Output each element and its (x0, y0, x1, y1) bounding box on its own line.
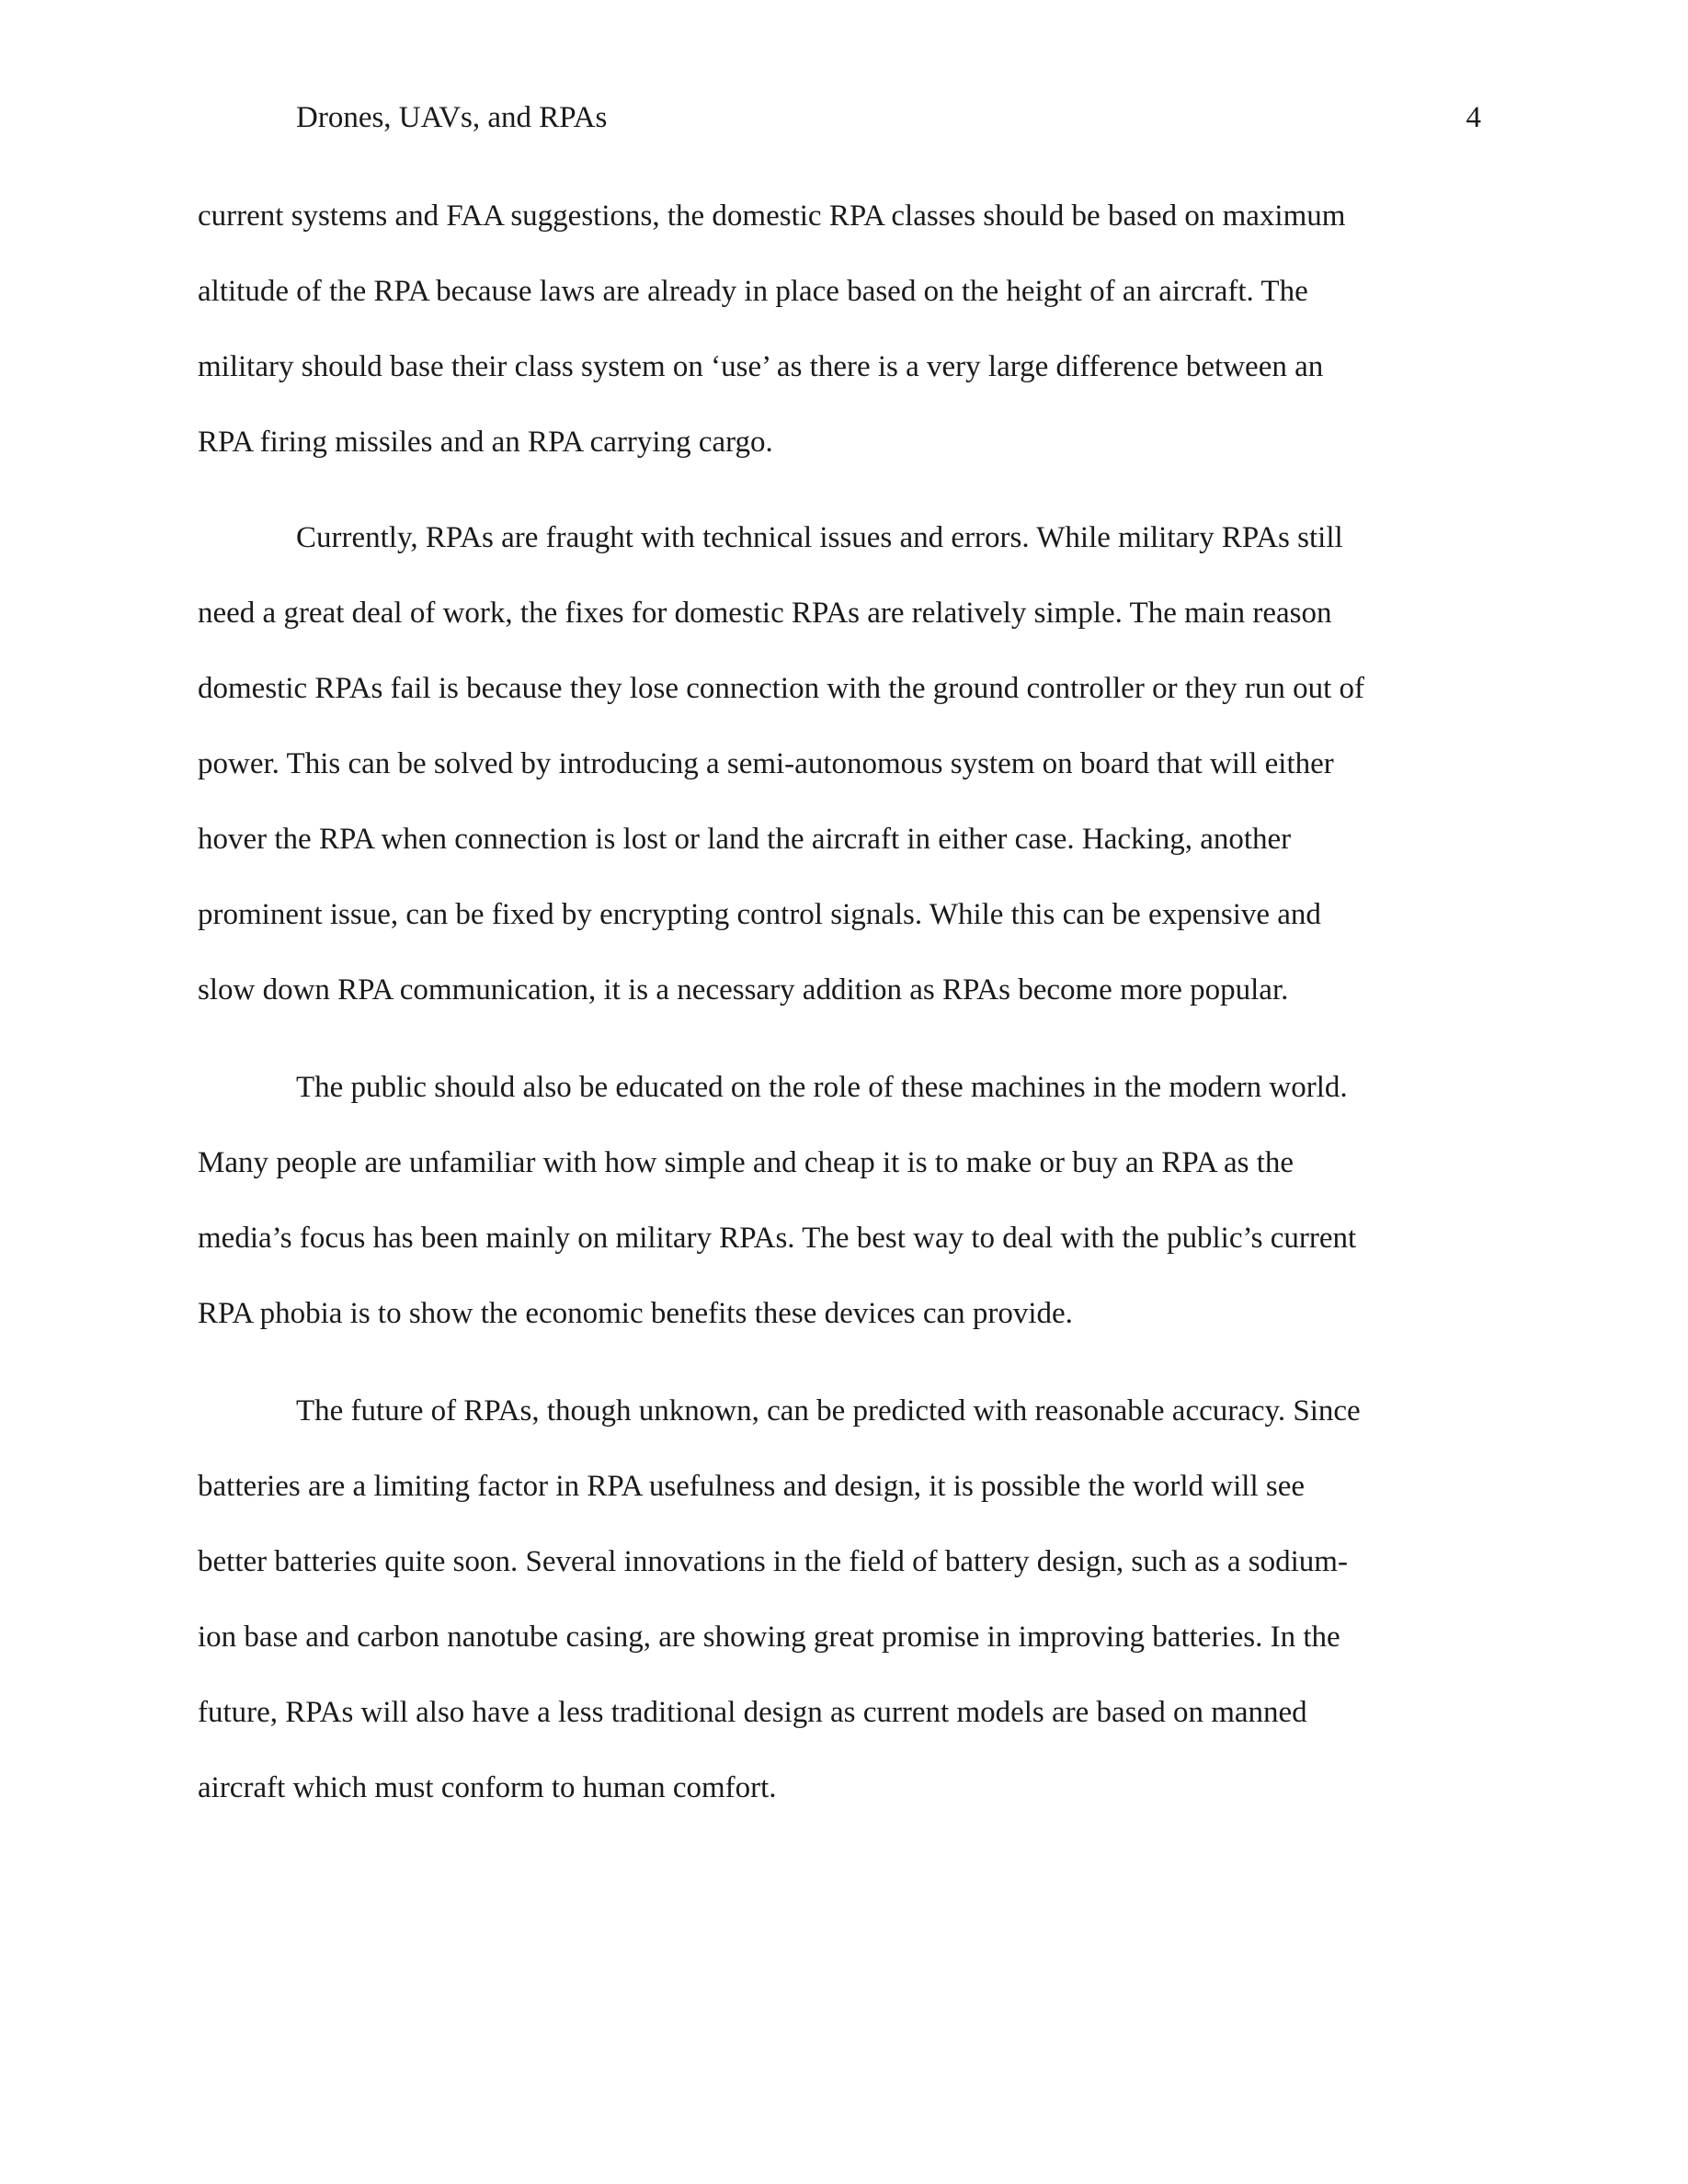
running-head: Drones, UAVs, and RPAs (296, 101, 608, 134)
text-line: prominent issue, can be fixed by encrypting control signals. While this can be expensive and (198, 898, 1321, 931)
text-line: aircraft which must conform to human comfort. (198, 1771, 777, 1804)
text-line: RPA phobia is to show the economic benefits these devices can provide. (198, 1297, 1073, 1330)
text-line: hover the RPA when connection is lost or land the aircraft in either case. Hacking, another (198, 823, 1292, 856)
text-line: The public should also be educated on the role of these machines in the modern world. (296, 1071, 1348, 1104)
text-line: altitude of the RPA because laws are already in place based on the height of an aircraft. The (198, 275, 1308, 308)
text-line: domestic RPAs fail is because they lose connection with the ground controller or they run out of (198, 672, 1365, 705)
text-line: Currently, RPAs are fraught with technical issues and errors. While military RPAs still (296, 521, 1343, 554)
text-line: media’s focus has been mainly on military RPAs. The best way to deal with the public’s current (198, 1222, 1357, 1255)
text-line: future, RPAs will also have a less traditional design as current models are based on manned (198, 1696, 1307, 1729)
text-line: RPA firing missiles and an RPA carrying cargo. (198, 426, 773, 459)
text-line: power. This can be solved by introducing a semi-autonomous system on board that will either (198, 747, 1334, 780)
text-line: need a great deal of work, the fixes for domestic RPAs are relatively simple. The main reason (198, 597, 1332, 630)
text-line: current systems and FAA suggestions, the domestic RPA classes should be based on maximum (198, 199, 1346, 233)
text-line: The future of RPAs, though unknown, can be predicted with reasonable accuracy. Since (296, 1394, 1361, 1428)
text-line: slow down RPA communication, it is a necessary addition as RPAs become more popular. (198, 973, 1289, 1007)
text-line: ion base and carbon nanotube casing, are showing great promise in improving batteries. In the (198, 1621, 1340, 1654)
text-line: military should base their class system on ‘use’ as there is a very large difference between an (198, 350, 1324, 383)
text-line: better batteries quite soon. Several innovations in the field of battery design, such as a sodium- (198, 1545, 1348, 1578)
text-line: Many people are unfamiliar with how simple and cheap it is to make or buy an RPA as the (198, 1146, 1295, 1179)
page-number: 4 (1466, 101, 1481, 134)
text-line: batteries are a limiting factor in RPA usefulness and design, it is possible the world will see (198, 1470, 1306, 1503)
